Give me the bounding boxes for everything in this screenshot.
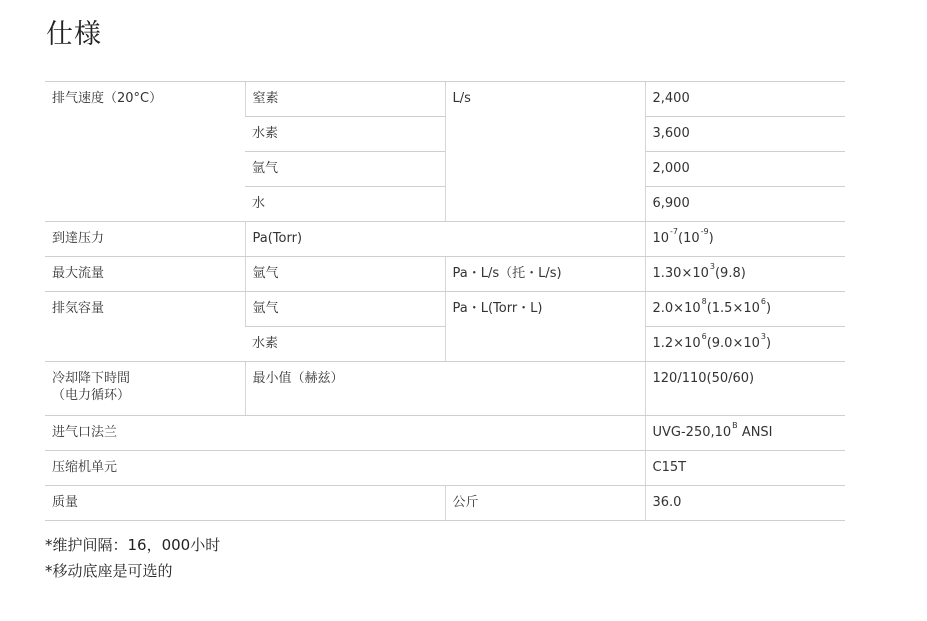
unit-cell: Pa(Torr) <box>245 222 645 257</box>
cooldown-label-line2: （电力循环） <box>52 387 131 403</box>
table-row <box>45 486 845 521</box>
value-base: 1.2×10 <box>652 336 701 351</box>
gas-cell: 水 <box>245 187 445 222</box>
value-cell: 120/110(50/60) <box>645 362 845 416</box>
value-cell: C15T <box>645 451 845 486</box>
value-paren-close: ) <box>708 231 714 246</box>
gas-cell: 氩气 <box>245 292 445 327</box>
value-cell: 6,900 <box>645 187 845 222</box>
value-end: ) <box>765 336 772 351</box>
value-cell: 2,400 <box>645 82 845 117</box>
value-end: ) <box>765 301 772 316</box>
value-base: 2.0×10 <box>652 301 701 316</box>
value-cell <box>645 257 845 292</box>
value-base: 1.30×10 <box>652 266 709 281</box>
unit-cell: L/s <box>445 82 645 222</box>
value-cell <box>645 222 845 257</box>
table-row <box>45 257 845 292</box>
value-exponent: 3 <box>760 332 766 341</box>
value-exponent: 3 <box>709 262 715 271</box>
cooldown-label-line1: 冷却降下時間 <box>52 371 131 386</box>
note-mobile-base: *移动底座是可选的 <box>45 562 173 580</box>
param-cell: 最小值（赫兹） <box>245 362 645 416</box>
value-base: 10 <box>652 231 670 246</box>
compressor-label: 压缩机单元 <box>45 451 645 486</box>
value-mid: (1.5×10 <box>706 301 760 316</box>
pumping-speed-label: 排气速度（20°C） <box>45 82 245 222</box>
value-exponent: 6 <box>760 297 766 306</box>
value-cell <box>645 292 845 327</box>
table-row <box>45 416 845 451</box>
table-row <box>45 222 845 257</box>
unit-cell: Pa・L/s（托・L/s) <box>445 257 645 292</box>
ultimate-pressure-label: 到達压力 <box>45 222 245 257</box>
value-cell: 2,000 <box>645 152 845 187</box>
inlet-flange-label: 进气口法兰 <box>45 416 645 451</box>
value-base: UVG-250,10 <box>652 425 732 440</box>
value-exponent: 8 <box>701 297 707 306</box>
value-paren: (10 <box>678 231 700 246</box>
value-cell: 3,600 <box>645 117 845 152</box>
value-cell <box>645 327 845 362</box>
note-maintenance: *维护间隔：16，000小时 <box>45 536 221 554</box>
value-rest: (9.8) <box>714 266 746 281</box>
table-row <box>45 451 845 486</box>
value-mid: (9.0×10 <box>706 336 760 351</box>
max-flow-label: 最大流量 <box>45 257 245 292</box>
unit-cell: Pa・L(Torr・L) <box>445 292 645 362</box>
value-superscript: B <box>732 421 738 430</box>
value-exponent: -7 <box>670 227 679 236</box>
capacity-label: 排気容量 <box>45 292 245 362</box>
value-exponent: -9 <box>700 227 709 236</box>
table-row <box>45 82 845 117</box>
page-title: 仕様 <box>46 19 102 50</box>
mass-label: 质量 <box>45 486 445 521</box>
gas-cell: 窒素 <box>245 82 445 117</box>
value-exponent: 6 <box>701 332 707 341</box>
gas-cell: 水素 <box>245 327 445 362</box>
gas-cell: 氩气 <box>245 152 445 187</box>
value-rest: ANSI <box>741 425 773 440</box>
unit-cell: 公斤 <box>445 486 645 521</box>
cooldown-label <box>45 362 245 416</box>
gas-cell: 氩气 <box>245 257 445 292</box>
value-cell <box>645 416 845 451</box>
notes <box>45 532 220 584</box>
table-row <box>45 292 845 327</box>
spec-table <box>45 81 845 521</box>
value-cell: 36.0 <box>645 486 845 521</box>
gas-cell: 水素 <box>245 117 445 152</box>
table-row <box>45 362 845 416</box>
